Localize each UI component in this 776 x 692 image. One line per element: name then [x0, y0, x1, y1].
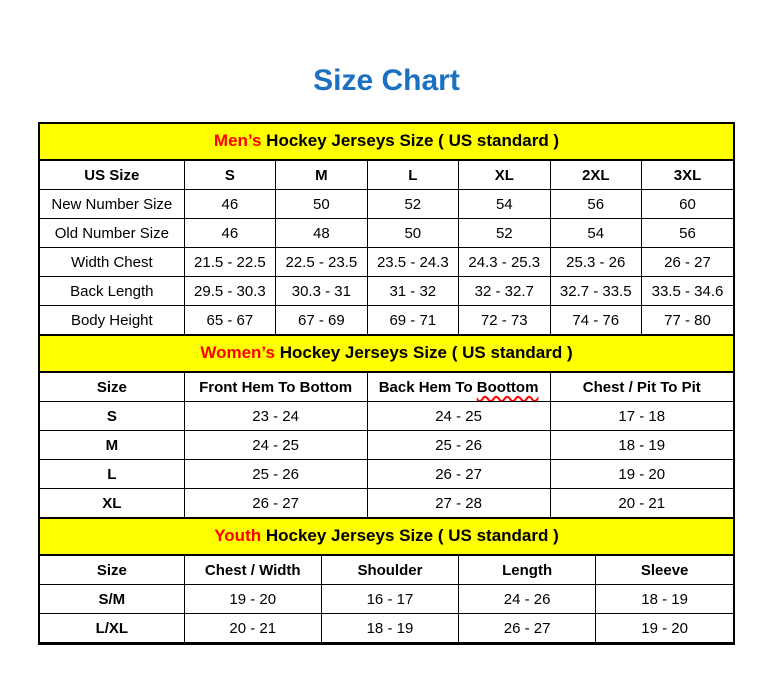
data-cell: 17 - 18: [550, 402, 733, 431]
row-label: S/M: [40, 585, 184, 614]
data-cell: 60: [641, 190, 733, 219]
table-row: [40, 614, 733, 643]
table-row: [40, 431, 733, 460]
table-row: [40, 219, 733, 248]
banner-highlight-text: Men’s: [213, 131, 262, 150]
data-cell: 26 - 27: [641, 248, 733, 277]
data-cell: 46: [184, 190, 275, 219]
data-cell: 26 - 27: [459, 614, 596, 643]
data-cell: 72 - 73: [459, 306, 550, 335]
header-cell: Chest / Width: [184, 556, 321, 585]
row-label: Body Height: [40, 306, 184, 335]
data-cell: 24 - 25: [367, 402, 550, 431]
data-cell: 54: [459, 190, 550, 219]
data-cell: 16 - 17: [321, 585, 458, 614]
data-cell: 25.3 - 26: [550, 248, 641, 277]
data-cell: 19 - 20: [550, 460, 733, 489]
youth-banner: [40, 518, 733, 555]
data-cell: 21.5 - 22.5: [184, 248, 275, 277]
misspelled-word: Boottom: [476, 378, 539, 396]
data-cell: 19 - 20: [184, 585, 321, 614]
data-cell: 50: [276, 190, 367, 219]
data-cell: 24 - 25: [184, 431, 367, 460]
header-cell: US Size: [40, 161, 184, 190]
data-cell: 69 - 71: [367, 306, 458, 335]
data-cell: 22.5 - 23.5: [276, 248, 367, 277]
youth-table: [40, 555, 733, 643]
header-cell: S: [184, 161, 275, 190]
data-cell: 56: [641, 219, 733, 248]
page-title: Size Chart: [313, 64, 460, 97]
data-cell: 18 - 19: [596, 585, 733, 614]
table-row: [40, 489, 733, 518]
header-cell: Length: [459, 556, 596, 585]
data-cell: 54: [550, 219, 641, 248]
row-label: M: [40, 431, 184, 460]
table-row: [40, 248, 733, 277]
data-cell: 50: [367, 219, 458, 248]
data-cell: 20 - 21: [550, 489, 733, 518]
womens-table: [40, 372, 733, 518]
row-label: L: [40, 460, 184, 489]
banner-rest-text: Hockey Jerseys Size ( US standard ): [261, 526, 559, 545]
row-label: Old Number Size: [40, 219, 184, 248]
data-cell: 46: [184, 219, 275, 248]
banner-rest-text: Hockey Jerseys Size ( US standard ): [261, 131, 560, 150]
header-cell: 3XL: [641, 161, 733, 190]
data-cell: 31 - 32: [367, 277, 458, 306]
data-cell: 18 - 19: [550, 431, 733, 460]
data-cell: 33.5 - 34.6: [641, 277, 733, 306]
data-cell: 26 - 27: [367, 460, 550, 489]
header-cell: Size: [40, 373, 184, 402]
row-label: L/XL: [40, 614, 184, 643]
header-cell: L: [367, 161, 458, 190]
header-cell: XL: [459, 161, 550, 190]
row-label: New Number Size: [40, 190, 184, 219]
data-cell: 27 - 28: [367, 489, 550, 518]
header-cell: Chest / Pit To Pit: [550, 373, 733, 402]
banner-highlight-text: Youth: [214, 526, 262, 545]
data-cell: 19 - 20: [596, 614, 733, 643]
size-chart-tables: [38, 122, 735, 645]
header-cell: Shoulder: [321, 556, 458, 585]
data-cell: 52: [367, 190, 458, 219]
data-cell: 67 - 69: [276, 306, 367, 335]
data-cell: 25 - 26: [184, 460, 367, 489]
row-label: XL: [40, 489, 184, 518]
table-row: [40, 585, 733, 614]
womens-header-row: [40, 373, 733, 402]
row-label: Back Length: [40, 277, 184, 306]
header-cell: M: [276, 161, 367, 190]
data-cell: 74 - 76: [550, 306, 641, 335]
mens-header-row: [40, 161, 733, 190]
data-cell: 24.3 - 25.3: [459, 248, 550, 277]
header-cell: Back Hem To Boottom: [367, 373, 550, 402]
table-row: [40, 460, 733, 489]
data-cell: 48: [276, 219, 367, 248]
womens-banner: [40, 335, 733, 372]
table-row: [40, 190, 733, 219]
data-cell: 32 - 32.7: [459, 277, 550, 306]
mens-table: [40, 160, 733, 335]
data-cell: 20 - 21: [184, 614, 321, 643]
data-cell: 23 - 24: [184, 402, 367, 431]
data-cell: 29.5 - 30.3: [184, 277, 275, 306]
header-cell: Size: [40, 556, 184, 585]
data-cell: 32.7 - 33.5: [550, 277, 641, 306]
table-row: [40, 277, 733, 306]
data-cell: 18 - 19: [321, 614, 458, 643]
header-cell: Front Hem To Bottom: [184, 373, 367, 402]
banner-rest-text: Hockey Jerseys Size ( US standard ): [274, 343, 573, 362]
data-cell: 52: [459, 219, 550, 248]
table-row: [40, 402, 733, 431]
banner-highlight-text: Women’s: [200, 343, 275, 362]
data-cell: 23.5 - 24.3: [367, 248, 458, 277]
youth-header-row: [40, 556, 733, 585]
table-row: [40, 306, 733, 335]
data-cell: 24 - 26: [459, 585, 596, 614]
data-cell: 26 - 27: [184, 489, 367, 518]
mens-banner: [40, 124, 733, 160]
header-cell: 2XL: [550, 161, 641, 190]
data-cell: 30.3 - 31: [276, 277, 367, 306]
header-cell: Sleeve: [596, 556, 733, 585]
data-cell: 65 - 67: [184, 306, 275, 335]
row-label: Width Chest: [40, 248, 184, 277]
data-cell: 56: [550, 190, 641, 219]
row-label: S: [40, 402, 184, 431]
data-cell: 25 - 26: [367, 431, 550, 460]
data-cell: 77 - 80: [641, 306, 733, 335]
